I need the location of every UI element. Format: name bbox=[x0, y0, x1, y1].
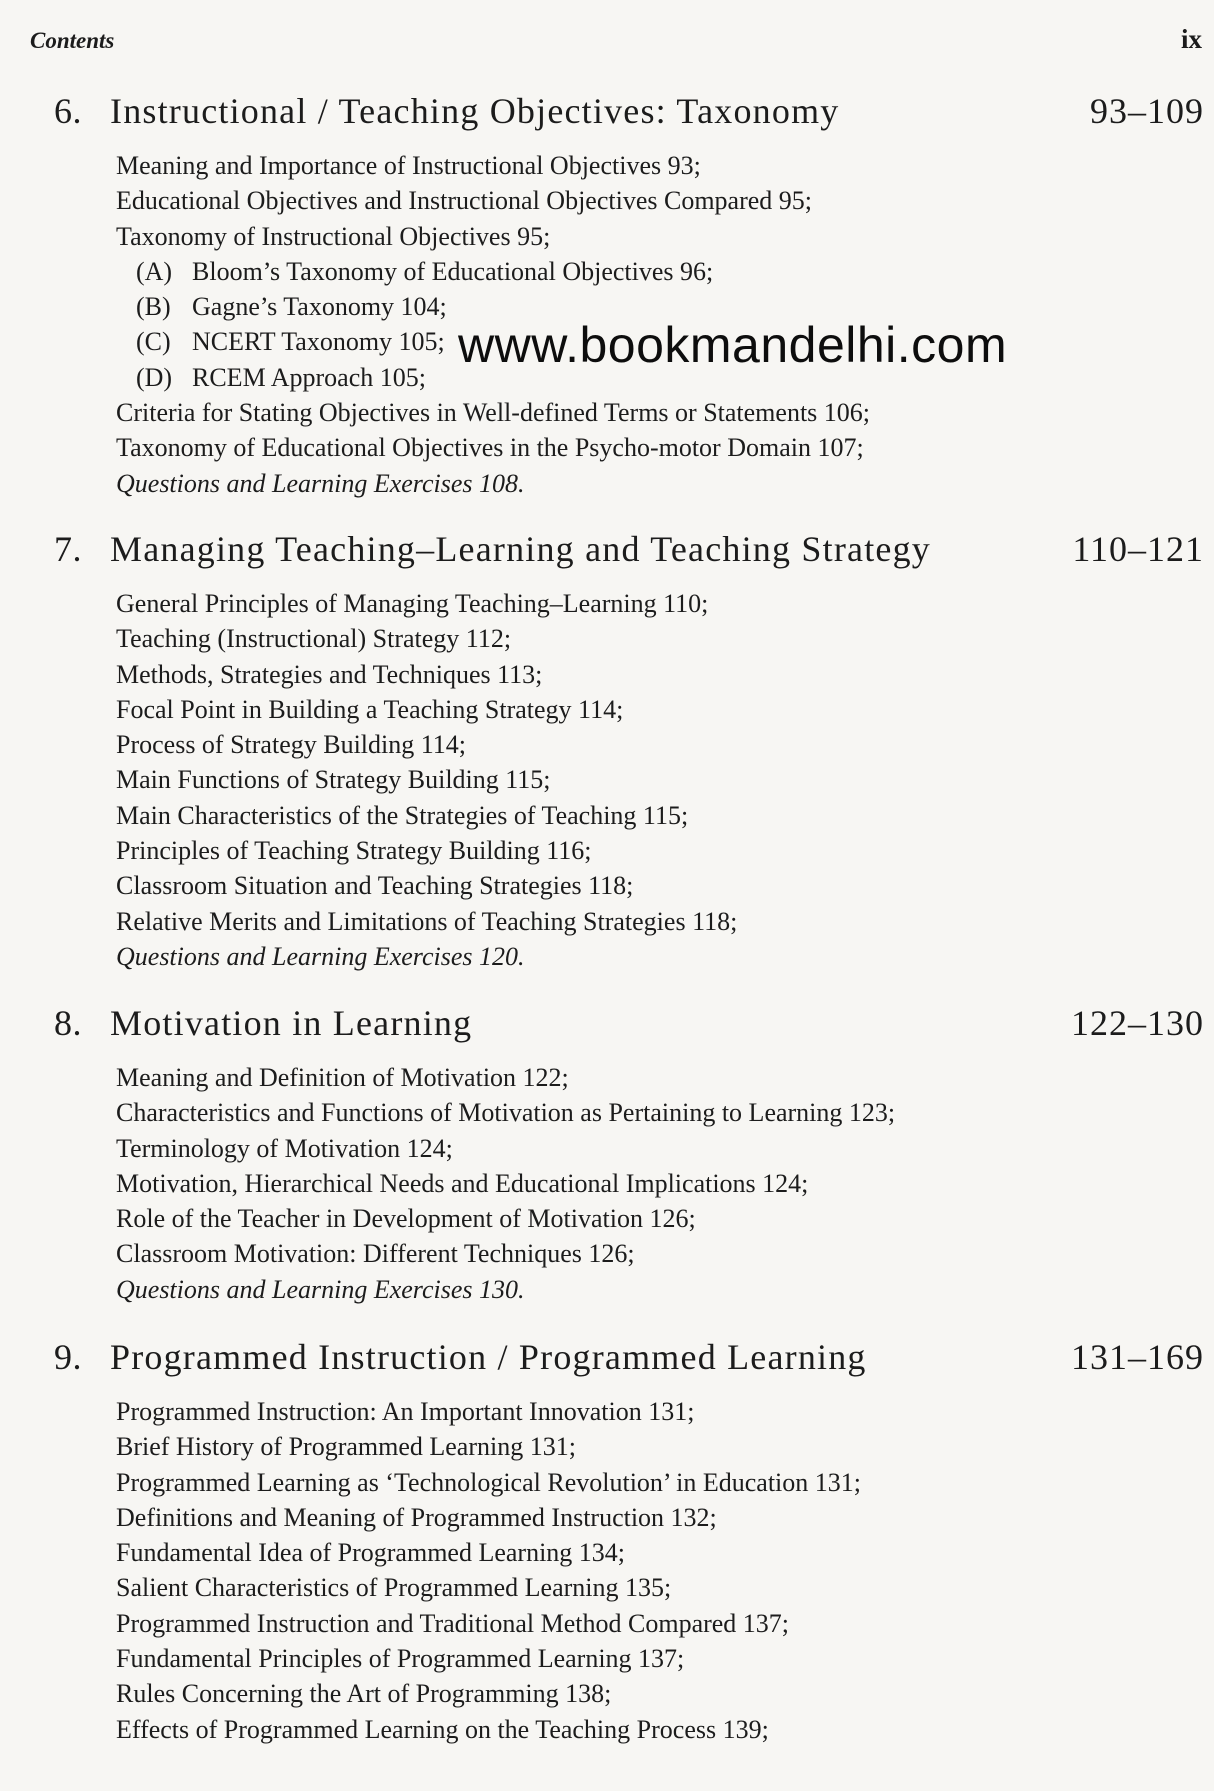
subentry-text: RCEM Approach 105; bbox=[192, 362, 426, 392]
toc-entry: Main Characteristics of the Strategies of Teaching 115; bbox=[116, 800, 689, 830]
toc-entry: Fundamental Principles of Programmed Learning 137; bbox=[116, 1644, 685, 1674]
chapter-page-range: 110–121 bbox=[1072, 529, 1204, 569]
toc-entry-exercises: Questions and Learning Exercises 108. bbox=[116, 468, 525, 498]
chapter-7 bbox=[54, 528, 1204, 974]
toc-entry: Principles of Teaching Strategy Building 116; bbox=[116, 836, 592, 866]
chapter-heading bbox=[54, 528, 1204, 586]
subentry-label: (A) bbox=[136, 256, 173, 286]
toc-entry: Characteristics and Functions of Motivation as Pertaining to Learning 123; bbox=[116, 1098, 896, 1128]
toc-entry: Educational Objectives and Instructional Objectives Compared 95; bbox=[116, 186, 813, 216]
chapter-6 bbox=[54, 90, 1204, 501]
toc-entry: Focal Point in Building a Teaching Strategy 114; bbox=[116, 694, 624, 724]
toc-entry: Fundamental Idea of Programmed Learning 134; bbox=[116, 1538, 626, 1568]
chapter-heading bbox=[54, 1002, 1204, 1060]
running-header bbox=[30, 24, 1202, 60]
toc-entry: Role of the Teacher in Development of Motivation 126; bbox=[116, 1204, 696, 1234]
toc-entry: Teaching (Instructional) Strategy 112; bbox=[116, 624, 512, 654]
chapter-page-range: 93–109 bbox=[1090, 91, 1204, 131]
toc-entry: Brief History of Programmed Learning 131; bbox=[116, 1432, 576, 1462]
page-number: ix bbox=[1180, 24, 1202, 54]
toc-entry: Relative Merits and Limitations of Teaching Strategies 118; bbox=[116, 906, 738, 936]
subentry-text: NCERT Taxonomy 105; bbox=[192, 327, 445, 357]
toc-entry: Taxonomy of Instructional Objectives 95; bbox=[116, 221, 551, 251]
running-header-title: Contents bbox=[30, 28, 115, 53]
chapter-number: 6. bbox=[54, 91, 82, 131]
toc-entry: Programmed Instruction: An Important Innovation 131; bbox=[116, 1397, 695, 1426]
toc-entry: Criteria for Stating Objectives in Well-defined Terms or Statements 106; bbox=[116, 398, 871, 428]
chapter-title: Programmed Instruction / Programmed Learning bbox=[110, 1337, 867, 1377]
watermark-url: www.bookmandelhi.com bbox=[458, 317, 1008, 373]
subentry-label: (B) bbox=[136, 292, 171, 322]
toc-entry: Taxonomy of Educational Objectives in the Psycho-motor Domain 107; bbox=[116, 433, 864, 463]
toc-entry: Meaning and Definition of Motivation 122; bbox=[116, 1063, 569, 1092]
subentry-label: (D) bbox=[136, 362, 173, 392]
chapter-number: 8. bbox=[54, 1003, 82, 1043]
toc-entry-exercises: Questions and Learning Exercises 120. bbox=[116, 941, 525, 971]
toc-subentry bbox=[116, 254, 1204, 289]
chapter-number: 7. bbox=[54, 529, 82, 569]
toc-entry: Terminology of Motivation 124; bbox=[116, 1133, 453, 1163]
chapter-heading bbox=[54, 90, 1204, 148]
toc-entry: Process of Strategy Building 114; bbox=[116, 730, 467, 760]
toc-entry: Meaning and Importance of Instructional Objectives 93; bbox=[116, 151, 701, 180]
chapter-page-range: 131–169 bbox=[1071, 1337, 1204, 1377]
toc-entry: Methods, Strategies and Techniques 113; bbox=[116, 659, 543, 689]
chapter-title: Motivation in Learning bbox=[110, 1003, 473, 1043]
chapter-8 bbox=[54, 1002, 1204, 1307]
chapter-entries bbox=[54, 1060, 1204, 1307]
chapter-number: 9. bbox=[54, 1337, 82, 1377]
subentry-label: (C) bbox=[136, 327, 171, 357]
toc-entry: Salient Characteristics of Programmed Learning 135; bbox=[116, 1573, 672, 1603]
chapter-title: Managing Teaching–Learning and Teaching Strategy bbox=[110, 529, 931, 569]
toc-entry: Programmed Instruction and Traditional Method Compared 137; bbox=[116, 1608, 790, 1638]
chapter-entries bbox=[54, 1394, 1204, 1747]
toc-entry: Motivation, Hierarchical Needs and Educational Implications 124; bbox=[116, 1168, 809, 1198]
chapter-9 bbox=[54, 1336, 1204, 1747]
toc-entry: Definitions and Meaning of Programmed Instruction 132; bbox=[116, 1502, 717, 1532]
toc-entry: Main Functions of Strategy Building 115; bbox=[116, 765, 551, 795]
chapter-page-range: 122–130 bbox=[1071, 1003, 1204, 1043]
subentry-text: Bloom’s Taxonomy of Educational Objectives 96; bbox=[192, 256, 714, 286]
toc-entry: Classroom Motivation: Different Techniques 126; bbox=[116, 1239, 635, 1269]
toc-entry: Rules Concerning the Art of Programming 138; bbox=[116, 1679, 612, 1709]
toc-entry: Effects of Programmed Learning on the Teaching Process 139; bbox=[116, 1714, 769, 1744]
chapter-heading bbox=[54, 1336, 1204, 1394]
chapter-title: Instructional / Teaching Objectives: Taxonomy bbox=[110, 91, 840, 131]
toc-entry: General Principles of Managing Teaching–Learning 110; bbox=[116, 589, 709, 618]
toc-entry: Classroom Situation and Teaching Strategies 118; bbox=[116, 871, 634, 901]
subentry-text: Gagne’s Taxonomy 104; bbox=[192, 292, 447, 322]
toc-entry: Programmed Learning as ‘Technological Revolution’ in Education 131; bbox=[116, 1467, 861, 1497]
toc-entry-exercises: Questions and Learning Exercises 130. bbox=[116, 1274, 525, 1304]
chapter-entries bbox=[54, 586, 1204, 974]
